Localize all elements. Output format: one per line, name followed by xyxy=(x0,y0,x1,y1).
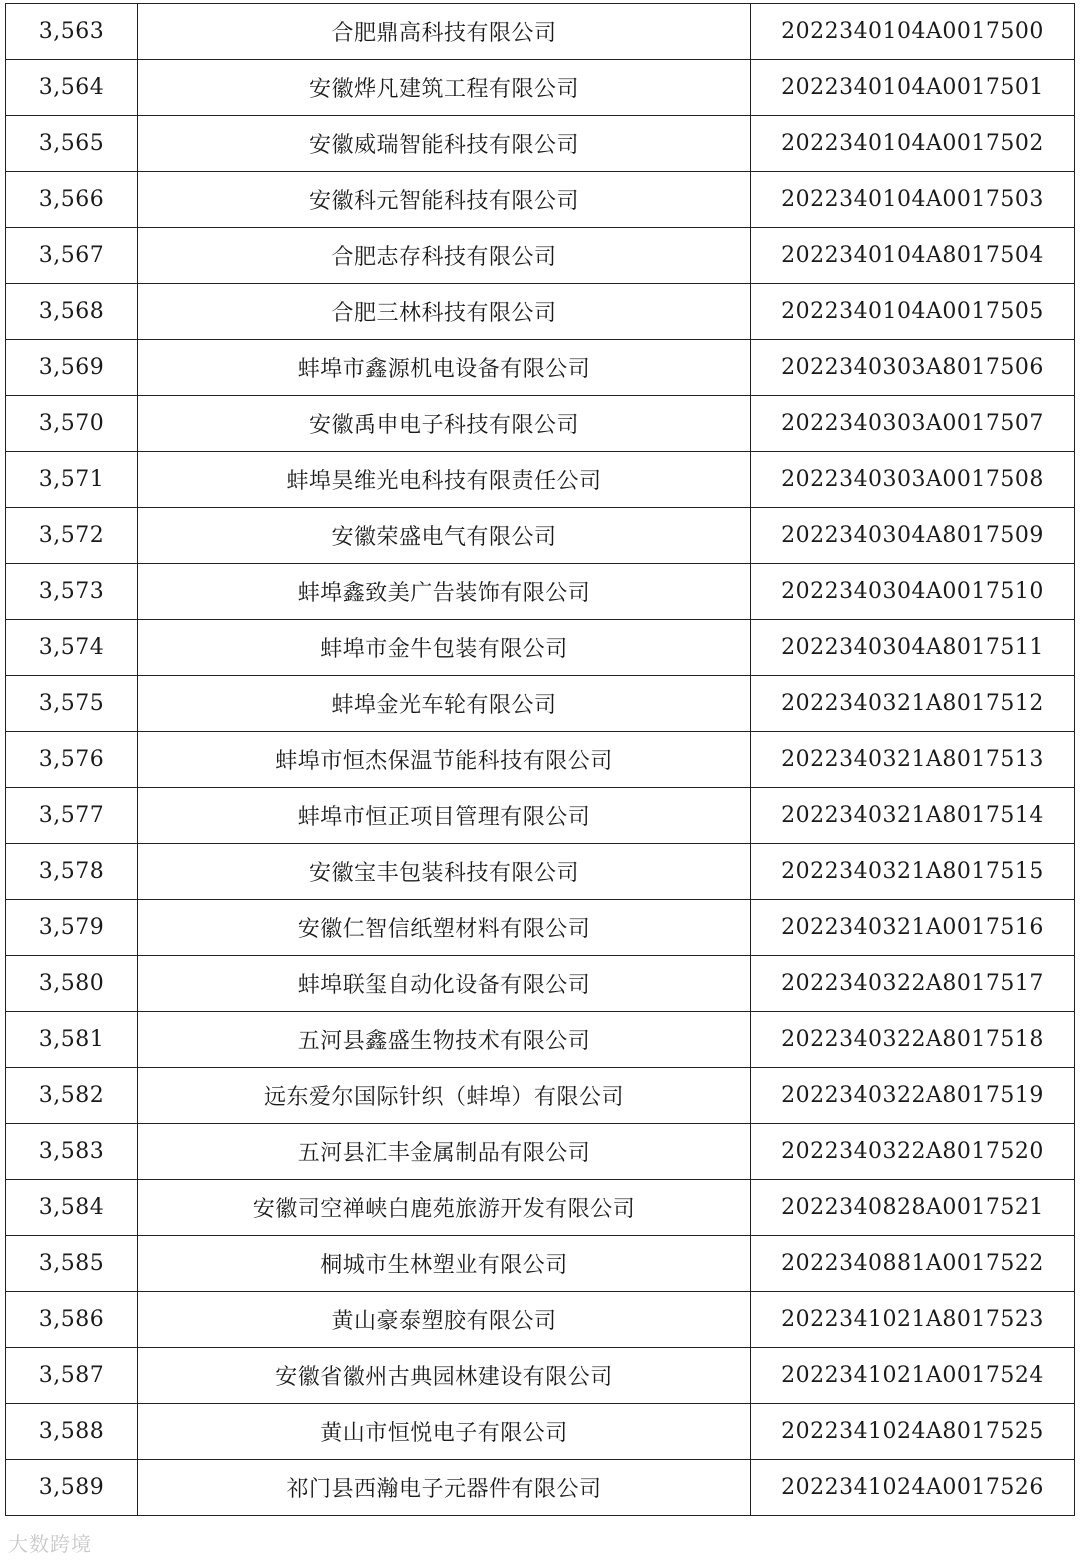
registration-code-cell: 2022340104A0017505 xyxy=(751,284,1075,340)
company-name-cell: 安徽科元智能科技有限公司 xyxy=(138,172,751,228)
table-row xyxy=(6,228,1075,284)
table-row xyxy=(6,172,1075,228)
table-row xyxy=(6,60,1075,116)
row-number-cell: 3,580 xyxy=(6,956,138,1012)
table-row xyxy=(6,844,1075,900)
registration-code-cell: 2022340104A8017504 xyxy=(751,228,1075,284)
registration-code-cell: 2022340322A8017518 xyxy=(751,1012,1075,1068)
registration-code-cell: 2022341024A0017526 xyxy=(751,1460,1075,1516)
row-number-cell: 3,586 xyxy=(6,1292,138,1348)
row-number-cell: 3,581 xyxy=(6,1012,138,1068)
company-name-cell: 五河县鑫盛生物技术有限公司 xyxy=(138,1012,751,1068)
table-row xyxy=(6,396,1075,452)
table-row xyxy=(6,564,1075,620)
row-number-cell: 3,578 xyxy=(6,844,138,900)
company-name-cell: 合肥志存科技有限公司 xyxy=(138,228,751,284)
row-number-cell: 3,568 xyxy=(6,284,138,340)
company-name-cell: 合肥鼎高科技有限公司 xyxy=(138,4,751,60)
row-number-cell: 3,577 xyxy=(6,788,138,844)
row-number-cell: 3,583 xyxy=(6,1124,138,1180)
registration-code-cell: 2022340104A0017500 xyxy=(751,4,1075,60)
row-number-cell: 3,585 xyxy=(6,1236,138,1292)
company-name-cell: 安徽荣盛电气有限公司 xyxy=(138,508,751,564)
registration-code-cell: 2022341024A8017525 xyxy=(751,1404,1075,1460)
registration-code-cell: 2022340321A8017513 xyxy=(751,732,1075,788)
company-name-cell: 祁门县西瀚电子元器件有限公司 xyxy=(138,1460,751,1516)
table-row xyxy=(6,1068,1075,1124)
table-row xyxy=(6,1012,1075,1068)
row-number-cell: 3,569 xyxy=(6,340,138,396)
company-name-cell: 蚌埠联玺自动化设备有限公司 xyxy=(138,956,751,1012)
company-name-cell: 安徽司空禅峡白鹿苑旅游开发有限公司 xyxy=(138,1180,751,1236)
row-number-cell: 3,573 xyxy=(6,564,138,620)
registration-code-cell: 2022341021A0017524 xyxy=(751,1348,1075,1404)
company-name-cell: 黄山市恒悦电子有限公司 xyxy=(138,1404,751,1460)
registration-code-cell: 2022340321A8017512 xyxy=(751,676,1075,732)
table-row xyxy=(6,1292,1075,1348)
company-name-cell: 安徽威瑞智能科技有限公司 xyxy=(138,116,751,172)
row-number-cell: 3,564 xyxy=(6,60,138,116)
table-row xyxy=(6,956,1075,1012)
company-name-cell: 安徽省徽州古典园林建设有限公司 xyxy=(138,1348,751,1404)
row-number-cell: 3,575 xyxy=(6,676,138,732)
table-row xyxy=(6,900,1075,956)
registration-code-cell: 2022340304A8017511 xyxy=(751,620,1075,676)
table-row xyxy=(6,4,1075,60)
company-name-cell: 蚌埠市金牛包装有限公司 xyxy=(138,620,751,676)
row-number-cell: 3,565 xyxy=(6,116,138,172)
company-name-cell: 蚌埠市恒正项目管理有限公司 xyxy=(138,788,751,844)
table-row xyxy=(6,1404,1075,1460)
row-number-cell: 3,579 xyxy=(6,900,138,956)
table-row xyxy=(6,732,1075,788)
company-list-table xyxy=(5,3,1075,1516)
table-row xyxy=(6,1124,1075,1180)
table-row xyxy=(6,788,1075,844)
registration-code-cell: 2022340322A8017517 xyxy=(751,956,1075,1012)
company-name-cell: 安徽烨凡建筑工程有限公司 xyxy=(138,60,751,116)
registration-code-cell: 2022340321A8017515 xyxy=(751,844,1075,900)
registration-code-cell: 2022340881A0017522 xyxy=(751,1236,1075,1292)
table-row xyxy=(6,452,1075,508)
row-number-cell: 3,571 xyxy=(6,452,138,508)
table-row xyxy=(6,1236,1075,1292)
company-name-cell: 蚌埠市鑫源机电设备有限公司 xyxy=(138,340,751,396)
registration-code-cell: 2022340321A8017514 xyxy=(751,788,1075,844)
row-number-cell: 3,574 xyxy=(6,620,138,676)
row-number-cell: 3,572 xyxy=(6,508,138,564)
watermark: 大数跨境 xyxy=(8,1532,92,1556)
row-number-cell: 3,567 xyxy=(6,228,138,284)
company-name-cell: 蚌埠金光车轮有限公司 xyxy=(138,676,751,732)
row-number-cell: 3,589 xyxy=(6,1460,138,1516)
row-number-cell: 3,587 xyxy=(6,1348,138,1404)
table-row xyxy=(6,1180,1075,1236)
row-number-cell: 3,588 xyxy=(6,1404,138,1460)
company-name-cell: 安徽宝丰包装科技有限公司 xyxy=(138,844,751,900)
company-name-cell: 蚌埠市恒杰保温节能科技有限公司 xyxy=(138,732,751,788)
registration-code-cell: 2022340322A8017519 xyxy=(751,1068,1075,1124)
table-row xyxy=(6,116,1075,172)
registration-code-cell: 2022340322A8017520 xyxy=(751,1124,1075,1180)
company-name-cell: 五河县汇丰金属制品有限公司 xyxy=(138,1124,751,1180)
registration-code-cell: 2022340304A8017509 xyxy=(751,508,1075,564)
registration-code-cell: 2022340828A0017521 xyxy=(751,1180,1075,1236)
company-name-cell: 蚌埠昊维光电科技有限责任公司 xyxy=(138,452,751,508)
table-row xyxy=(6,340,1075,396)
company-name-cell: 蚌埠鑫致美广告装饰有限公司 xyxy=(138,564,751,620)
table-row xyxy=(6,676,1075,732)
company-name-cell: 黄山豪泰塑胶有限公司 xyxy=(138,1292,751,1348)
registration-code-cell: 2022340304A0017510 xyxy=(751,564,1075,620)
registration-code-cell: 2022340104A0017501 xyxy=(751,60,1075,116)
row-number-cell: 3,570 xyxy=(6,396,138,452)
table-row xyxy=(6,508,1075,564)
registration-code-cell: 2022340104A0017503 xyxy=(751,172,1075,228)
row-number-cell: 3,563 xyxy=(6,4,138,60)
registration-code-cell: 2022340303A0017507 xyxy=(751,396,1075,452)
table-body xyxy=(6,4,1075,1516)
registration-code-cell: 2022341021A8017523 xyxy=(751,1292,1075,1348)
company-name-cell: 安徽禹申电子科技有限公司 xyxy=(138,396,751,452)
company-name-cell: 远东爱尔国际针织（蚌埠）有限公司 xyxy=(138,1068,751,1124)
company-name-cell: 桐城市生林塑业有限公司 xyxy=(138,1236,751,1292)
table-row xyxy=(6,284,1075,340)
row-number-cell: 3,582 xyxy=(6,1068,138,1124)
table-row xyxy=(6,620,1075,676)
registration-code-cell: 2022340303A8017506 xyxy=(751,340,1075,396)
company-name-cell: 安徽仁智信纸塑材料有限公司 xyxy=(138,900,751,956)
row-number-cell: 3,584 xyxy=(6,1180,138,1236)
registration-code-cell: 2022340303A0017508 xyxy=(751,452,1075,508)
company-name-cell: 合肥三林科技有限公司 xyxy=(138,284,751,340)
table-row xyxy=(6,1460,1075,1516)
registration-code-cell: 2022340321A0017516 xyxy=(751,900,1075,956)
row-number-cell: 3,566 xyxy=(6,172,138,228)
registration-code-cell: 2022340104A0017502 xyxy=(751,116,1075,172)
table-row xyxy=(6,1348,1075,1404)
row-number-cell: 3,576 xyxy=(6,732,138,788)
